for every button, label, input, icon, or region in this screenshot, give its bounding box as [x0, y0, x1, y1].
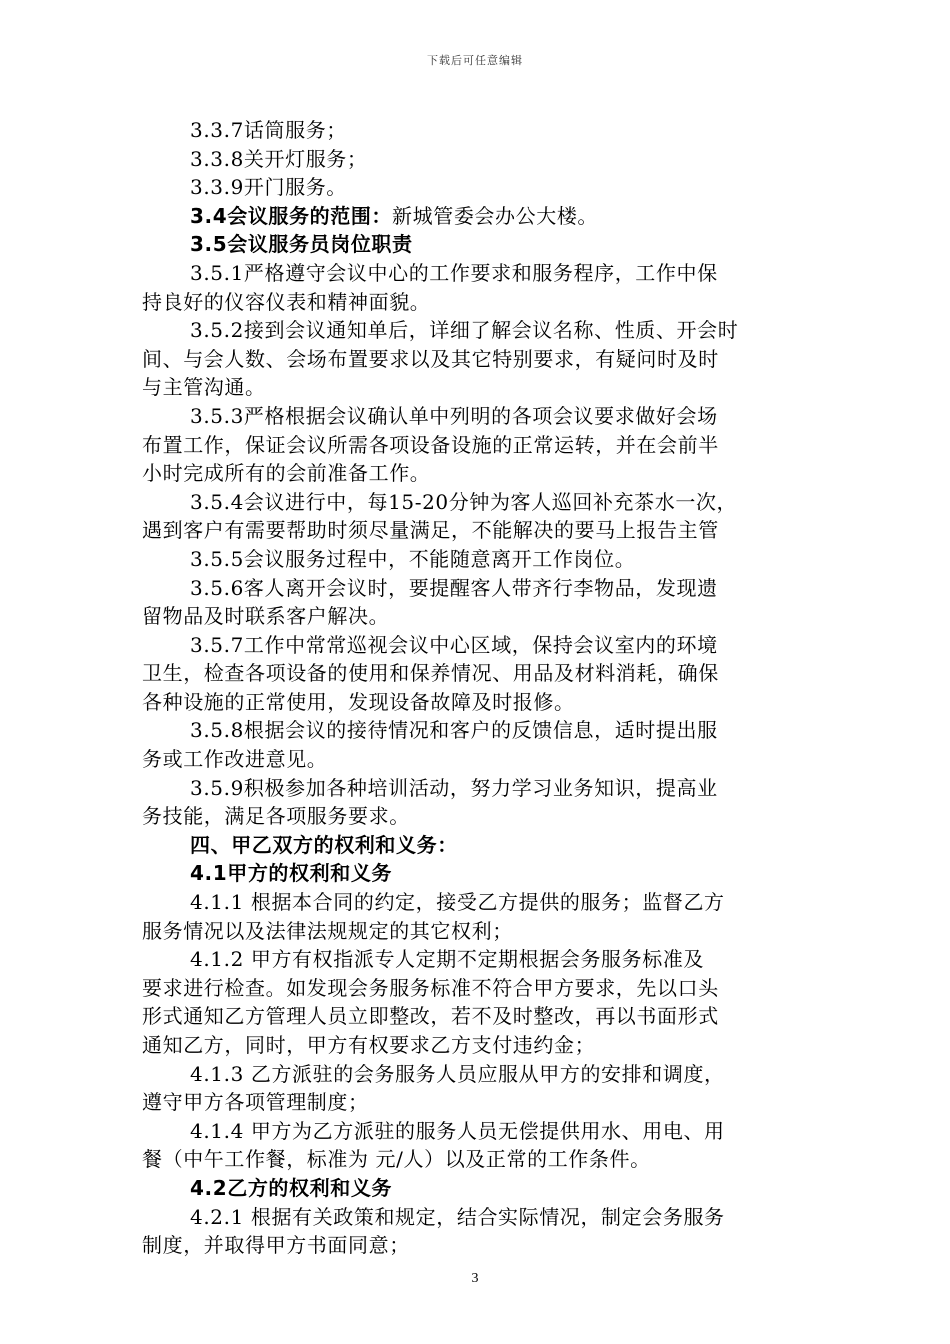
text-line: [142, 288, 812, 317]
heading-text: 四、甲乙双方的权利和义务：: [190, 832, 458, 857]
line-text: 4.1.4 甲方为乙方派驻的服务人员无偿提供用水、用电、用: [190, 1118, 725, 1143]
text-line: [142, 602, 812, 631]
text-line: [142, 831, 812, 860]
text-line: [142, 402, 812, 431]
line-text: 3.5.4会议进行中，每15-20分钟为客人巡回补充茶水一次，: [190, 489, 738, 514]
line-text: 3.3.9开门服务。: [190, 175, 347, 200]
line-text: 餐（中午工作餐，标准为 元/人）以及正常的工作条件。: [142, 1147, 651, 1172]
line-text: 4.1.2 甲方有权指派专人定期不定期根据会务服务标准及: [190, 947, 705, 972]
text-line: [142, 1002, 812, 1031]
line-text: 遵守甲方各项管理制度；: [142, 1090, 369, 1115]
line-text: 卫生，检查各项设备的使用和保养情况、用品及材料消耗，确保: [142, 661, 719, 686]
line-text: 通知乙方，同时，甲方有权要求乙方支付违约金；: [142, 1033, 596, 1057]
line-text: 持良好的仪容仪表和精神面貌。: [142, 289, 431, 314]
text-line: [142, 917, 812, 946]
line-text: 4.2.1 根据有关政策和规定，结合实际情况，制定会务服务: [190, 1204, 725, 1229]
text-line: [142, 1145, 812, 1174]
text-line: [142, 202, 812, 231]
text-line: [142, 116, 812, 145]
page-header-note: 下载后可任意编辑: [427, 54, 523, 67]
line-text: 要求进行检查。如发现会务服务标准不符合甲方要求，先以口头: [142, 975, 719, 1000]
line-text-continuation: 新城管委会办公大楼。: [392, 203, 599, 228]
line-text: 3.5.6客人离开会议时，要提醒客人带齐行李物品，发现遗: [190, 575, 718, 600]
line-text: 服务情况以及法律法规规定的其它权利；: [142, 918, 513, 943]
text-line: [142, 1231, 812, 1260]
text-line: [142, 974, 812, 1003]
text-line: [142, 316, 812, 345]
line-text: 小时完成所有的会前准备工作。: [142, 461, 431, 486]
line-text: 3.5.8根据会议的接待情况和客户的反馈信息，适时提出服: [190, 718, 718, 743]
text-line: [142, 516, 812, 545]
text-line: [142, 373, 812, 402]
heading-text: 4.2乙方的权利和义务: [190, 1175, 393, 1200]
text-line: [142, 802, 812, 831]
text-line: [142, 716, 812, 745]
line-text: 3.5.5会议服务过程中，不能随意离开工作岗位。: [190, 546, 636, 571]
text-line: [142, 173, 812, 202]
heading-text: 4.1甲方的权利和义务: [190, 861, 393, 886]
text-line: [142, 859, 812, 888]
text-line: [142, 145, 812, 174]
page-number: 3: [471, 1271, 479, 1286]
text-line: [142, 1203, 812, 1232]
line-text: 各种设施的正常使用，发现设备故障及时报修。: [142, 689, 575, 714]
line-text: 4.1.1 根据本合同的约定，接受乙方提供的服务；监督乙方: [190, 890, 725, 915]
text-line: [142, 230, 812, 259]
line-text: 形式通知乙方管理人员立即整改，若不及时整改，再以书面形式: [142, 1004, 719, 1029]
text-line: [142, 1174, 812, 1203]
text-line: [142, 945, 812, 974]
text-line: [142, 1088, 812, 1117]
line-text: 制度，并取得甲方书面同意；: [142, 1233, 410, 1258]
text-line: [142, 431, 812, 460]
line-text: 留物品及时联系客户解决。: [142, 604, 390, 629]
document-body: [142, 116, 812, 1260]
text-line: [142, 745, 812, 774]
text-line: [142, 774, 812, 803]
line-text: 4.1.3 乙方派驻的会务服务人员应服从甲方的安排和调度，: [190, 1061, 725, 1086]
heading-text: 3.5会议服务员岗位职责: [190, 232, 413, 257]
line-text: 3.3.8关开灯服务；: [190, 146, 368, 171]
text-line: [142, 259, 812, 288]
text-line: [142, 1117, 812, 1146]
text-line: [142, 659, 812, 688]
line-text: 3.5.9积极参加各种培训活动，努力学习业务知识，提高业: [190, 775, 718, 800]
line-text: 3.5.2接到会议通知单后，详细了解会议名称、性质、开会时: [190, 318, 739, 343]
line-text: 3.5.3严格根据会议确认单中列明的各项会议要求做好会场: [190, 403, 718, 428]
text-line: [142, 888, 812, 917]
line-text: 3.5.7工作中常常巡视会议中心区域，保持会议室内的环境: [190, 632, 718, 657]
line-text: 3.3.7话筒服务；: [190, 118, 347, 142]
text-line: [142, 488, 812, 517]
line-text: 务技能，满足各项服务要求。: [142, 804, 410, 829]
line-text: 间、与会人数、会场布置要求以及其它特别要求，有疑问时及时: [142, 346, 719, 371]
text-line: [142, 1031, 812, 1060]
text-line: [142, 459, 812, 488]
line-text: 与主管沟通。: [142, 375, 266, 400]
heading-text: 3.4会议服务的范围：: [190, 203, 393, 228]
text-line: [142, 631, 812, 660]
line-text: 务或工作改进意见。: [142, 747, 328, 772]
text-line: [142, 545, 812, 574]
text-line: [142, 688, 812, 717]
text-line: [142, 574, 812, 603]
line-text: 遇到客户有需要帮助时须尽量满足，不能解决的要马上报告主管: [142, 518, 719, 543]
text-line: [142, 345, 812, 374]
line-text: 布置工作，保证会议所需各项设备设施的正常运转，并在会前半: [142, 432, 719, 457]
text-line: [142, 1060, 812, 1089]
line-text: 3.5.1严格遵守会议中心的工作要求和服务程序，工作中保: [190, 260, 718, 285]
